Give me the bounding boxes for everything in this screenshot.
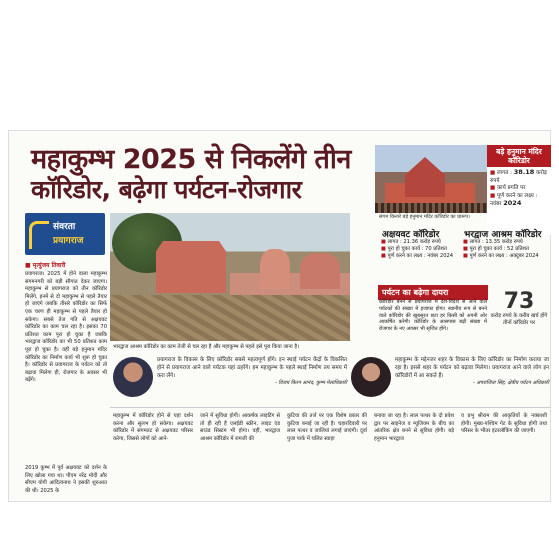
left-column-text: प्रयागराज। 2025 में होने वाला महाकुम्भ संगमनगरी को बड़ी सौगात देकर जाएगा। महाकुम्भ से प्रयागराज को तीन कॉरिडोर मिलेंगे, इनमें से दो महाकुम्भ से पहले तैयार हो जाएंगे जबकि तीसरे कॉरिडोर का सिर्फ एक चरण ही महाकुम्भ से पहले तैयार हो सकेगा। सबसे तेज गति से अक्षयवट कॉरिडोर का काम चल रहा है। इसका 70 प्रतिशत काम पूरा हो चुका है जबकि भारद्वाज कॉरिडोर का भी 50 प्रतिशत काम पूरा हो चुका है। वहीं बड़े हनुमान मंदिर कॉरिडोर का निर्माण कार्य भी शुरू हो चुका है। कॉरिडोर से प्रयागराज के पर्यटन को तो बढ़ावा मिलेगा ही, रोजगार के अवसर भी बढ़ेंगे। <box>25 271 107 384</box>
temple-corridor-box <box>487 145 551 235</box>
bharadwaj-title: भरद्वाज आश्रम कॉरिडोर <box>464 230 542 240</box>
quote2-text: महाकुम्भ के मद्देनजर शहर के विकास के लिए कॉरिडोर का निर्माण कराया जा रहा है। इससे शहर के पर्यटन को बढ़ावा मिलेगा। प्रयागराज आने वाले लोग इन कॉरिडोरों में आ सकते हैं। <box>395 357 549 379</box>
akshayvat-list <box>381 239 463 260</box>
divider <box>110 407 550 408</box>
headline-line-2: कॉरिडोर, बढ़ेगा पर्यटन-रोजगार <box>31 175 302 204</box>
headline-line-1: महाकुम्भ 2025 से निकलेंगे तीन <box>31 144 351 175</box>
tourism-text: कॉरिडोर बनने से प्रयागराज में देश-विदेश से आने वाले पर्यटकों की संख्या में इजाफा होगा। स्थानीय रूप से बनने वाले कॉरिडोर की खूबसूरत छटा हर किसी को अपनी ओर आकर्षित करेगी। कॉरिडोर के आसपास बढ़ी संख्या में रोजगार के नए अवसर भी सृजित होंगे। <box>379 299 487 333</box>
portrait-vijay-kiran-anand <box>113 357 153 397</box>
quote1-text: प्रयागराज के विकास के लिए कॉरिडोर सबसे महत्वपूर्ण होंगे। इन स्थाई पर्यटन केंद्रों के विकसित होने से प्रयागराज आने वाले पर्यटक यहां ठहरेंगे। हम महाकुम्भ के पहले स्थाई निर्माण तय समय में करा लेंगे। <box>157 357 347 379</box>
sanvarta-prayagraj-logo <box>25 213 105 255</box>
bharadwaj-ashram-photo <box>110 213 350 341</box>
bottom-column-3: कुटिया की तर्ज पर एक विशेष प्रकार की कुटिया बनाई जा रही है। चहारदिवारी पर लाल पत्थर व जालियां लगाई जाएंगी। दूर्वा पुजा पार्क में चलित स्वाहा <box>287 413 367 442</box>
bharadwaj-item: ■ लागत : 13.35 करोड़ रुपये <box>463 239 523 245</box>
logo-word-2: प्रयागराज <box>53 236 84 246</box>
newspaper-page <box>8 130 551 502</box>
bottom-column-1: महाकुम्भ में कॉरिडोर होने से यहां दर्शन करना और सुलभ हो सकेगा। अक्षयवट कॉरिडोर में संगमतट से अक्षयवट परिसर करेगा, जिससे लोगों को आने- <box>113 413 193 442</box>
byline: ■ मृत्युंजय तिवारी <box>25 262 66 269</box>
temple-box-item: ■ लागत : 38.18 करोड़ रुपये <box>490 168 547 184</box>
akshayvat-item: ■ लागत : 21.36 करोड़ रुपये <box>381 239 441 245</box>
bharadwaj-item: ■ पूरा हो चुका कार्य : 52 प्रतिशत <box>463 246 530 252</box>
quote-vijay-kiran-anand <box>157 357 347 388</box>
bharadwaj-list <box>463 239 549 260</box>
main-photo-caption: भारद्वाज आश्रम कॉरिडोर का काम तेजी से चल रहा है और महाकुम्भ से पहले इसे पूरा किया जाना है। <box>113 344 300 350</box>
cost-stat <box>489 291 549 327</box>
temple-corridor-photo <box>375 145 487 213</box>
akshayvat-item: ■ पूर्ण करने का लक्ष्य : नवंबर 2024 <box>381 253 454 259</box>
quote1-name: - विजय किरन आनंद, कुम्भ मेलाधिकारी <box>275 380 347 387</box>
quote2-name: - अपराजिता सिंह, क्षेत्रीय पर्यटन अधिकारी <box>472 380 549 387</box>
portrait-aparajita-singh <box>351 357 391 397</box>
akshayvat-title: अक्षयवट कॉरिडोर <box>382 230 440 240</box>
temple-photo-caption: संगम किनारे बड़े हनुमान मंदिर कॉरिडोर का प्रारूप। <box>379 214 470 220</box>
cost-stat-number: 73 <box>503 289 535 314</box>
headline <box>31 145 371 205</box>
bottom-column-5: व प्रभु श्रीराम की आकृतियों के नक्काशी होगी। मुख्य-पश्चिम गेट के सुविधा होगी तथा परिसर के भीतर इंटरलॉकिंग की जाएगी। <box>461 413 547 435</box>
bottom-column-4: बनाया जा रहा है। लाल पत्थर के दो प्रवेश द्वार पर साइनेज व म्यूजियम के बीच का आंतरिक क्षेत्र बनने से सुविधा होगी। बड़े हनुमान भारद्वाज <box>374 413 454 442</box>
tourism-title: पर्यटन का बढ़ेगा दायरा <box>378 285 488 300</box>
akshayvat-item: ■ पूरा हो चुका कार्य : 70 प्रतिशत <box>381 246 448 252</box>
temple-box-title: बड़े हनुमान मंदिर कॉरिडोर <box>487 145 551 167</box>
quote-aparajita-singh <box>395 357 549 388</box>
left-column-text-2: 2019 कुम्भ में पूर्व अक्षयवट को दर्शन के लिए खोला गया था। पीएम नरेंद्र मोदी और सीएम योगी आदित्यनाथ ने इसकी शुरुआत की थी। 2025 के <box>25 465 107 494</box>
bharadwaj-item: ■ पूर्ण करने का लक्ष्य : अक्टूबर 2024 <box>463 253 539 259</box>
bottom-column-2: जाने में सुविधा होगी। आकर्षक लाइटिंग से तो ही रही है एलईडी स्क्रीन, लाइट एंड साउंड सिस्टम भी होगा। वहीं, भारद्वाज आश्रम कॉरिडोर में रामजी की <box>200 413 280 442</box>
cost-stat-label: करोड़ रुपये के करीब खर्च होंगे तीनों कॉरिडोर पर <box>490 313 548 326</box>
logo-word-1: संवरता <box>53 222 76 232</box>
temple-box-item: ■ पूर्ण करने का लक्ष्य : नवंबर 2024 <box>490 192 538 207</box>
temple-box-item: ■ कार्य प्रगति पर <box>490 185 526 191</box>
